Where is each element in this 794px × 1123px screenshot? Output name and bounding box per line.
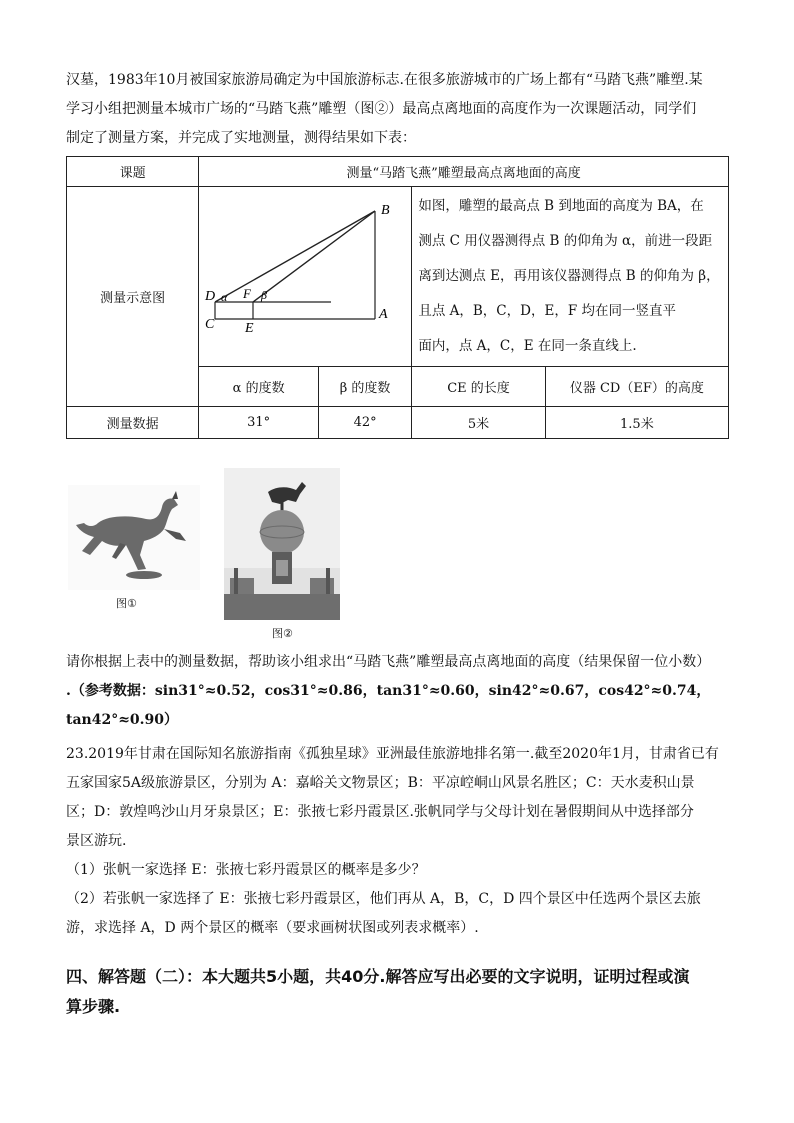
description-line: 且点 A，B，C，D，E，F 均在同一竖直平 [418, 303, 676, 319]
measurement-table [66, 156, 729, 439]
question-paragraph [66, 648, 726, 735]
problem-part-1: （1）张帆一家选择 E：张掖七彩丹霞景区的概率是多少？ [66, 862, 426, 878]
section-heading [66, 962, 726, 1022]
intro-line: 制定了测量方案，并完成了实地测量，测得结果如下表： [66, 130, 416, 146]
label-D: D [205, 288, 216, 304]
reference-data-line: tan42°≈0.90） [66, 712, 179, 728]
header-instrument: 仪器 CD（EF）的高度 [545, 367, 728, 407]
value-instrument: 1.5米 [545, 407, 728, 439]
description-line: 面内，点 A，C，E 在同一条直线上. [418, 338, 637, 354]
diagram-cell [199, 187, 412, 367]
method-description [412, 187, 729, 367]
diagram-label: 测量示意图 [67, 187, 199, 407]
section-heading-line: 算步骤. [66, 997, 121, 1016]
description-line: 如图，雕塑的最高点 B 到地面的高度为 BA，在 [418, 198, 704, 214]
problem-line: 区；D：敦煌鸣沙山月牙泉景区；E：张掖七彩丹霞景区.张帆同学与父母计划在暑假期间从中选择部分 [66, 804, 694, 820]
topic-label: 课题 [67, 157, 199, 187]
problem-23 [66, 740, 726, 943]
label-F: F [243, 285, 252, 301]
figure-1-caption: 图① [116, 597, 137, 610]
problem-line: 景区游玩. [66, 833, 127, 849]
label-beta: β [261, 287, 268, 302]
value-ce: 5米 [412, 407, 545, 439]
label-E: E [245, 320, 254, 336]
city-sculpture-photo [224, 468, 340, 620]
reference-data-line: .（参考数据：sin31°≈0.52，cos31°≈0.86，tan31°≈0.60，sin42°≈0.67，cos42°≈0.74， [66, 683, 711, 699]
intro-line: 汉墓，1983年10月被国家旅游局确定为中国旅游标志.在很多旅游城市的广场上都有“马踏飞燕”雕塑.某 [66, 72, 703, 88]
value-beta: 42° [318, 407, 411, 439]
header-beta: β 的度数 [318, 367, 411, 407]
figure-2-caption: 图② [272, 627, 293, 640]
label-alpha: α [221, 289, 228, 304]
label-A: A [379, 306, 388, 322]
intro-paragraph [66, 66, 726, 153]
data-label: 测量数据 [67, 407, 199, 439]
section-heading-line: 四、解答题（二）：本大题共5小题，共40分.解答应写出必要的文字说明，证明过程或演 [66, 967, 690, 986]
label-B: B [381, 202, 390, 218]
problem-line: 五家国家5A级旅游景区，分别为 A：嘉峪关文物景区；B：平凉崆峒山风景名胜区；C：天水麦积山景 [66, 775, 695, 791]
problem-part-2-cont: 游，求选择 A，D 两个景区的概率（要求画树状图或列表求概率）. [66, 920, 479, 936]
horse-sculpture-image [68, 485, 200, 590]
label-C: C [205, 316, 215, 332]
problem-line: 23.2019年甘肃在国际知名旅游指南《孤独星球》亚洲最佳旅游地排名第一.截至2020年1月，甘肃省已有 [66, 746, 719, 762]
header-ce: CE 的长度 [412, 367, 545, 407]
header-alpha: α 的度数 [199, 367, 319, 407]
problem-part-2: （2）若张帆一家选择了 E：张掖七彩丹霞景区，他们再从 A，B，C，D 四个景区中任选两个景区去旅 [66, 891, 701, 907]
intro-line: 学习小组把测量本城市广场的“马踏飞燕”雕塑（图②）最高点离地面的高度作为一次课题活动，同学们 [66, 101, 697, 117]
measurement-diagram [199, 194, 411, 360]
topic-value: 测量“马踏飞燕”雕塑最高点离地面的高度 [199, 157, 729, 187]
description-line: 测点 C 用仪器测得点 B 的仰角为 α，前进一段距 [418, 233, 713, 249]
value-alpha: 31° [199, 407, 319, 439]
question-line: 请你根据上表中的测量数据，帮助该小组求出“马踏飞燕”雕塑最高点离地面的高度（结果保留一位小数） [66, 654, 711, 670]
description-line: 离到达测点 E，再用该仪器测得点 B 的仰角为 β， [418, 268, 720, 284]
